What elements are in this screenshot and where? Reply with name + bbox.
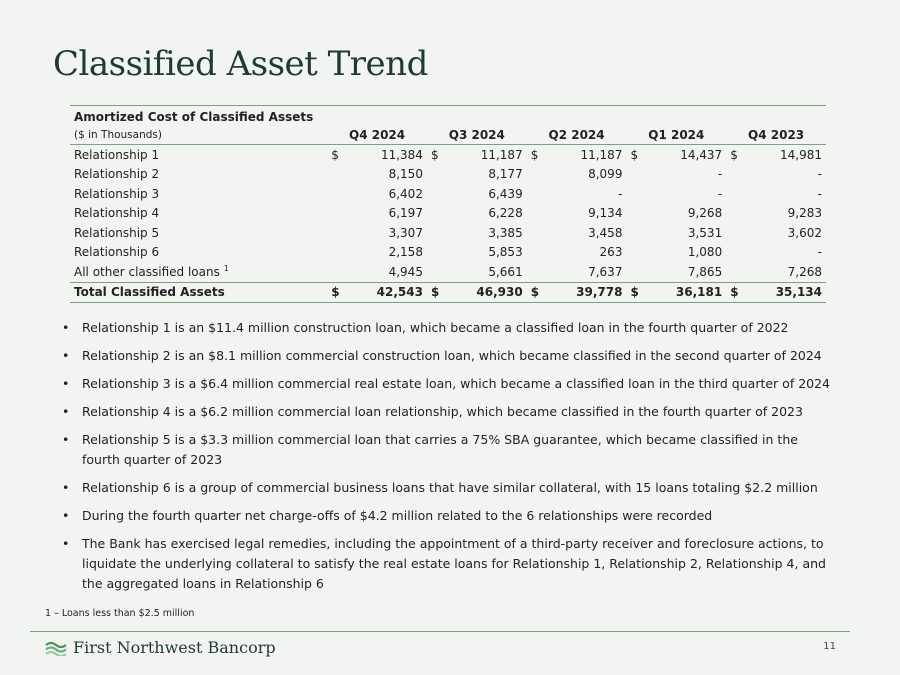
currency-symbol — [327, 204, 349, 224]
row-label-text: Relationship 5 — [74, 225, 160, 240]
row-label — [70, 243, 327, 263]
currency-symbol: $ — [427, 282, 449, 303]
cell-value: 11,384 — [380, 147, 423, 162]
page-number: 11 — [823, 641, 836, 652]
cell-value: 263 — [599, 245, 623, 260]
currency-symbol — [327, 165, 349, 185]
bullet-icon: • — [62, 320, 70, 335]
bullet-text: Relationship 3 is a $6.4 million commercial real estate loan, which became a classified loan in the third quarter of 2024 — [82, 376, 831, 391]
bullet-text: Relationship 5 is a $3.3 million commercial loan that carries a 75% SBA guarantee, which became classified in the fourth quarter of 2023 — [82, 432, 798, 467]
cell-value: 7,637 — [588, 264, 623, 279]
row-label-text: Relationship 4 — [74, 206, 160, 221]
bullet-text: During the fourth quarter net charge-offs of $4.2 million related to the 6 relationships were recorded — [82, 508, 713, 523]
cell-value: 6,402 — [388, 186, 423, 201]
currency-symbol — [726, 262, 748, 282]
cell-value: - — [817, 167, 822, 182]
bullet-icon: • — [62, 376, 70, 391]
bullet-item — [62, 534, 832, 594]
cell-value: 3,458 — [588, 225, 623, 240]
cell-value: 7,268 — [787, 264, 822, 279]
bullet-text: Relationship 4 is a $6.2 million commercial loan relationship, which became classified in the fourth quarter of 2023 — [82, 404, 803, 419]
cell-value: 36,181 — [648, 282, 726, 303]
cell-value: 3,602 — [787, 225, 822, 240]
currency-symbol — [427, 184, 449, 204]
row-label — [70, 204, 327, 224]
cell-value: 1,080 — [687, 245, 723, 260]
currency-symbol — [626, 243, 648, 263]
currency-symbol — [726, 243, 748, 263]
bullet-text: The Bank has exercised legal remedies, including the appointment of a third-party receiver and foreclosure actions, to liquidate the underlying collateral to satisfy the real estate loans for Relationship 1, Relationship 2, Relationship 4, and the aggregated loans in Relationship 6 — [82, 536, 826, 591]
company-logo — [45, 638, 276, 657]
cell-value: - — [717, 167, 723, 182]
currency-symbol — [527, 262, 549, 282]
column-header: Q4 2023 — [726, 126, 826, 145]
currency-symbol — [527, 243, 549, 263]
footnote: 1 – Loans less than $2.5 million — [45, 608, 195, 619]
table-row — [70, 243, 826, 263]
currency-symbol — [626, 223, 648, 243]
total-row — [70, 282, 826, 303]
currency-symbol — [527, 223, 549, 243]
row-label — [70, 262, 327, 282]
currency-symbol — [427, 243, 449, 263]
row-label — [70, 145, 327, 165]
wave-logo-icon — [45, 640, 67, 656]
currency-symbol: $ — [331, 147, 339, 162]
currency-symbol — [527, 204, 549, 224]
cell-value: 35,134 — [748, 282, 826, 303]
bullet-item — [62, 318, 832, 338]
cell-value: 3,385 — [488, 225, 523, 240]
cell-value: 4,945 — [388, 264, 423, 279]
column-header: Q3 2024 — [427, 126, 527, 145]
row-label-text: Relationship 1 — [74, 147, 160, 162]
currency-symbol: $ — [530, 147, 539, 162]
row-label-text: Total Classified Assets — [74, 285, 225, 300]
table-row — [70, 204, 826, 224]
bullet-item — [62, 402, 832, 422]
cell-value: 8,150 — [388, 167, 423, 182]
column-header: Q2 2024 — [527, 126, 627, 145]
cell-value: 46,930 — [449, 282, 527, 303]
cell-value: 6,439 — [488, 186, 523, 201]
cell-value: 5,661 — [488, 264, 523, 279]
currency-symbol — [327, 223, 349, 243]
bullet-icon: • — [62, 404, 70, 419]
bullet-icon: • — [62, 348, 70, 363]
currency-symbol — [527, 165, 549, 185]
currency-symbol — [427, 165, 449, 185]
row-label — [70, 184, 327, 204]
cell-value: 3,531 — [687, 225, 723, 240]
currency-symbol: $ — [527, 282, 549, 303]
cell-value: 6,228 — [488, 206, 523, 221]
bullet-icon: • — [62, 432, 70, 447]
currency-symbol — [726, 184, 748, 204]
currency-symbol: $ — [630, 147, 639, 162]
cell-value: 9,283 — [787, 206, 822, 221]
page-title: Classified Asset Trend — [53, 44, 428, 84]
currency-symbol — [427, 262, 449, 282]
bullet-text: Relationship 2 is an $8.1 million commercial construction loan, which became classified in the second quarter of 2024 — [82, 348, 822, 363]
cell-value: 6,197 — [388, 206, 423, 221]
row-label-text: Relationship 6 — [74, 245, 160, 260]
currency-symbol — [427, 204, 449, 224]
cell-value: 3,307 — [388, 225, 423, 240]
currency-symbol: $ — [730, 147, 738, 162]
currency-symbol — [626, 184, 648, 204]
table-caption: Amortized Cost of Classified Assets — [70, 106, 826, 127]
currency-symbol — [327, 184, 349, 204]
cell-value: - — [817, 186, 822, 201]
table-row — [70, 184, 826, 204]
currency-symbol — [726, 223, 748, 243]
currency-symbol — [327, 262, 349, 282]
bullet-item — [62, 506, 832, 526]
bullet-list — [62, 318, 832, 602]
cell-value: 11,187 — [580, 147, 623, 162]
currency-symbol — [327, 243, 349, 263]
bullet-item — [62, 430, 832, 470]
column-header: Q1 2024 — [626, 126, 726, 145]
currency-symbol — [726, 165, 748, 185]
currency-symbol: $ — [626, 282, 648, 303]
cell-value: 9,268 — [687, 206, 723, 221]
cell-value: 14,981 — [780, 147, 822, 162]
table-row — [70, 145, 826, 165]
table-subcaption: ($ in Thousands) — [70, 126, 327, 145]
currency-symbol: $ — [327, 282, 349, 303]
currency-symbol — [427, 223, 449, 243]
cell-value: 14,437 — [680, 147, 723, 162]
bullet-item — [62, 374, 832, 394]
bullet-item — [62, 346, 832, 366]
cell-value: 8,177 — [488, 167, 523, 182]
row-label — [70, 165, 327, 185]
cell-value: 39,778 — [549, 282, 627, 303]
table-body — [70, 145, 826, 303]
currency-symbol — [626, 165, 648, 185]
currency-symbol — [626, 204, 648, 224]
cell-value: 5,853 — [488, 245, 523, 260]
row-label — [70, 223, 327, 243]
cell-value: 8,099 — [588, 167, 623, 182]
classified-assets-table — [70, 105, 826, 303]
row-label-text: All other classified loans — [74, 265, 220, 280]
table-header-row — [70, 126, 826, 145]
table-row — [70, 223, 826, 243]
table-caption-row — [70, 106, 826, 127]
footer-divider — [30, 631, 850, 632]
currency-symbol: $ — [726, 282, 748, 303]
cell-value: 42,543 — [349, 282, 427, 303]
table-row — [70, 262, 826, 282]
currency-symbol — [726, 204, 748, 224]
currency-symbol — [527, 184, 549, 204]
currency-symbol: $ — [430, 147, 439, 162]
cell-value: 9,134 — [588, 206, 623, 221]
row-label — [70, 282, 327, 303]
cell-value: 7,865 — [687, 264, 723, 279]
bullet-icon: • — [62, 508, 70, 523]
company-name: First Northwest Bancorp — [73, 638, 276, 657]
bullet-text: Relationship 1 is an $11.4 million construction loan, which became a classified loan in the fourth quarter of 2022 — [82, 320, 789, 335]
bullet-text: Relationship 6 is a group of commercial business loans that have similar collateral, with 15 loans totaling $2.2 million — [82, 480, 818, 495]
bullet-item — [62, 478, 832, 498]
column-header: Q4 2024 — [327, 126, 427, 145]
row-label-text: Relationship 2 — [74, 167, 160, 182]
cell-value: - — [817, 245, 822, 260]
bullet-icon: • — [62, 480, 70, 495]
currency-symbol — [626, 262, 648, 282]
cell-value: 2,158 — [388, 245, 423, 260]
cell-value: 11,187 — [480, 147, 523, 162]
table-row — [70, 165, 826, 185]
row-label-text: Relationship 3 — [74, 186, 160, 201]
bullet-icon: • — [62, 536, 70, 551]
footnote-marker: 1 — [223, 264, 229, 274]
cell-value: - — [717, 186, 723, 201]
cell-value: - — [618, 186, 623, 201]
